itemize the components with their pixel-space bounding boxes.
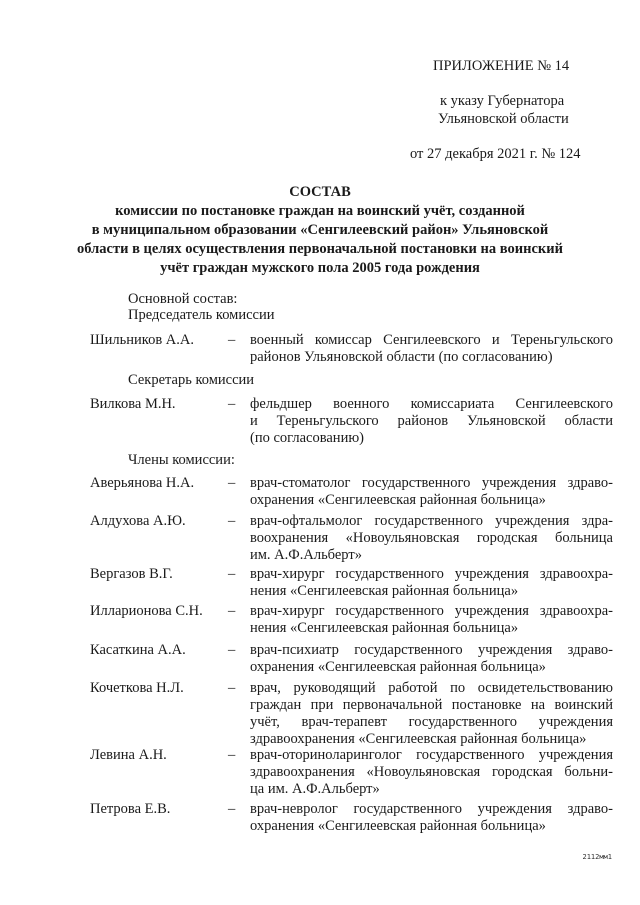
title-line: комиссии по постановке граждан на воинский учёт, созданной bbox=[115, 203, 525, 219]
position-line: ца им. А.Ф.Альберт» bbox=[250, 781, 380, 797]
position-line: военный комиссар Сенгилеевского и Тереньгульского bbox=[250, 332, 613, 348]
position-line: врач-невролог государственного учреждения здраво- bbox=[250, 801, 613, 817]
decree-date: от 27 декабря 2021 г. № 124 bbox=[410, 146, 581, 162]
member-position bbox=[250, 603, 613, 637]
section-members: Члены комиссии: bbox=[128, 452, 235, 468]
position-line: учёт, врач-терапевт государственного учреждения bbox=[250, 714, 613, 730]
position-line: врач-психиатр государственного учреждения здраво- bbox=[250, 642, 613, 658]
dash: – bbox=[228, 642, 236, 658]
position-line: врач, руководящий работой по освидетельствованию bbox=[250, 680, 613, 696]
member-name: Кочеткова Н.Л. bbox=[90, 680, 184, 696]
position-line: врач-стоматолог государственного учреждения здраво- bbox=[250, 475, 613, 491]
member-position bbox=[250, 332, 613, 366]
dash: – bbox=[228, 332, 236, 348]
position-line: нения «Сенгилеевская районная больница» bbox=[250, 583, 519, 599]
dash: – bbox=[228, 603, 236, 619]
title-line: области в целях осуществления первоначальной постановки на воинский bbox=[77, 241, 563, 257]
position-line: врач-офтальмолог государственного учреждения здра- bbox=[250, 513, 613, 529]
position-line: охранения «Сенгилеевская районная больница» bbox=[250, 818, 546, 834]
member-position bbox=[250, 566, 613, 600]
position-line: нения «Сенгилеевская районная больница» bbox=[250, 620, 519, 636]
member-name: Алдухова А.Ю. bbox=[90, 513, 186, 529]
dash: – bbox=[228, 396, 236, 412]
document-code: 2112мм1 bbox=[582, 853, 612, 861]
member-name: Аверьянова Н.А. bbox=[90, 475, 195, 491]
position-line: врач-хирург государственного учреждения здравоохра- bbox=[250, 603, 613, 619]
position-line: охранения «Сенгилеевская районная больница» bbox=[250, 492, 546, 508]
member-position bbox=[250, 396, 613, 447]
section-secretary: Секретарь комиссии bbox=[128, 372, 255, 388]
position-line: районов Ульяновской области (по согласованию) bbox=[250, 349, 553, 365]
position-line: граждан при первоначальной постановке на воинский bbox=[250, 697, 613, 713]
member-name: Вилкова М.Н. bbox=[90, 396, 176, 412]
title-line: учёт граждан мужского пола 2005 года рождения bbox=[160, 260, 480, 276]
member-name: Левина А.Н. bbox=[90, 747, 167, 763]
member-position bbox=[250, 513, 613, 564]
dash: – bbox=[228, 513, 236, 529]
title-heading: СОСТАВ bbox=[289, 184, 351, 200]
dash: – bbox=[228, 680, 236, 696]
dash: – bbox=[228, 475, 236, 491]
section-chair: Председатель комиссии bbox=[128, 307, 275, 323]
position-line: охранения «Сенгилеевская районная больница» bbox=[250, 659, 546, 675]
dash: – bbox=[228, 801, 236, 817]
dash: – bbox=[228, 747, 236, 763]
position-line: здравоохранения «Сенгилеевская районная больница» bbox=[250, 731, 587, 747]
title-line: в муниципальном образовании «Сенгилеевский район» Ульяновской bbox=[91, 222, 549, 238]
position-line: и Тереньгульского районов Ульяновской области bbox=[250, 413, 613, 429]
member-position bbox=[250, 680, 613, 748]
position-line: врач-хирург государственного учреждения здравоохра- bbox=[250, 566, 613, 582]
decree-region: Ульяновской области bbox=[438, 111, 569, 127]
position-line: фельдшер военного комиссариата Сенгилеевского bbox=[250, 396, 613, 412]
member-name: Илларионова С.Н. bbox=[90, 603, 203, 619]
position-line: им. А.Ф.Альберт» bbox=[250, 547, 362, 563]
position-line: врач-оториноларинголог государственного учреждения bbox=[250, 747, 613, 763]
member-position bbox=[250, 475, 613, 509]
member-name: Касаткина А.А. bbox=[90, 642, 186, 658]
position-line: (по согласованию) bbox=[250, 430, 364, 446]
member-position bbox=[250, 642, 613, 676]
member-name: Шильников А.А. bbox=[90, 332, 194, 348]
document-title bbox=[60, 183, 580, 278]
member-position bbox=[250, 747, 613, 798]
member-name: Вергазов В.Г. bbox=[90, 566, 173, 582]
appendix-number: ПРИЛОЖЕНИЕ № 14 bbox=[433, 58, 570, 74]
dash: – bbox=[228, 566, 236, 582]
position-line: здравоохранения «Новоульяновская городская больни- bbox=[250, 764, 613, 780]
decree-reference: к указу Губернатора bbox=[440, 93, 565, 109]
member-position bbox=[250, 801, 613, 835]
section-main: Основной состав: bbox=[128, 291, 238, 307]
member-name: Петрова Е.В. bbox=[90, 801, 171, 817]
position-line: воохранения «Новоульяновская городская больница bbox=[250, 530, 613, 546]
